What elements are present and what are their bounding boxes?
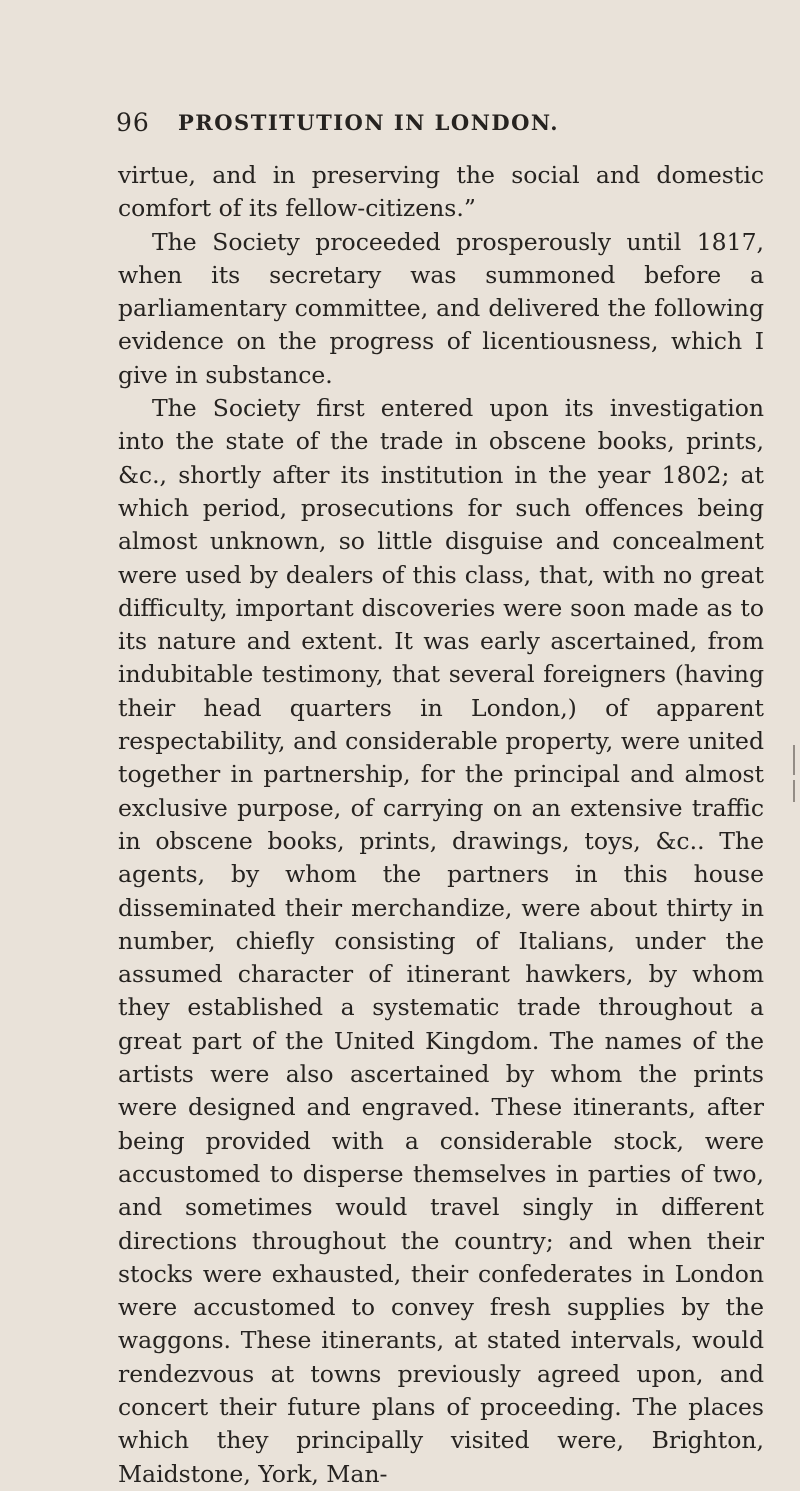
paragraph-society-proceeded: The Society proceeded prosperously until 1817, when its secretary was summoned before a parliamentary committee, and delivered the following evidence on the progress of licentiousness, which I give in substance. — [118, 227, 764, 389]
running-head — [116, 108, 756, 148]
body-text — [118, 159, 764, 1491]
page-number: 96 — [116, 108, 150, 137]
scan-edge-mark — [793, 780, 795, 802]
scan-edge-mark — [793, 745, 795, 775]
running-title: PROSTITUTION IN LONDON. — [178, 110, 560, 135]
paragraph-continuation: virtue, and in preserving the social and domestic comfort of its fellow-citizens.” — [118, 161, 764, 223]
paragraph-investigation: The Society first entered upon its investigation into the state of the trade in obscene books, prints, &c., shortly after its institution in the year 1802; at which period, prosecutions for such offences being almost unknown, so little disguise and concealment were used by dealers of this class, that, with no great difficulty, important discoveries were soon made as to its nature and extent. It was early ascertained, from indubitable testimony, that several foreigners (having their head quarters in London,) of apparent respectability, and considerable property, were united together in partnership, for the principal and almost exclusive purpose, of carrying on an extensive traffic in obscene books, prints, drawings, toys, &c.. The agents, by whom the partners in this house disseminated their merchandize, were about thirty in number, chiefly consisting of Italians, under the assumed character of itinerant hawkers, by whom they established a systematic trade throughout a great part of the United Kingdom. The names of the artists were also ascertained by whom the prints were designed and engraved. These itinerants, after being provided with a considerable stock, were accustomed to disperse themselves in parties of two, and sometimes would travel singly in different directions throughout the country; and when their stocks were exhausted, their confederates in London were accustomed to convey fresh supplies by the waggons. These itinerants, at stated intervals, would rendezvous at towns previously agreed upon, and concert their future plans of proceeding. The places which they principally visited were, Brighton, Maidstone, York, Man- — [118, 394, 764, 1488]
